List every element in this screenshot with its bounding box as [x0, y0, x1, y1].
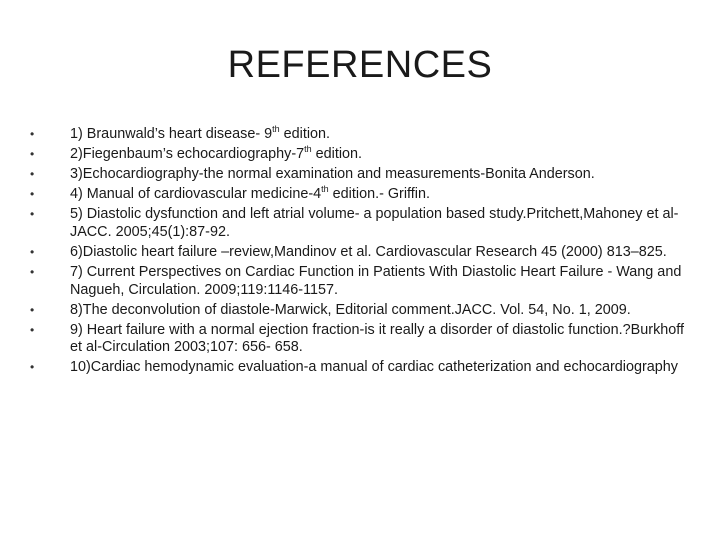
reference-item: [30, 359, 690, 377]
reference-item: [30, 186, 690, 204]
bullet-icon: •: [30, 322, 35, 337]
bullet-icon: •: [30, 244, 35, 259]
reference-item: [30, 166, 690, 184]
reference-text: 5) Diastolic dysfunction and left atrial volume- a population based study.Pritchett,Mahoney et al- JACC. 2005;45(1):87-92.: [70, 206, 679, 240]
bullet-icon: •: [30, 360, 35, 375]
reference-text: 2)Fiegenbaum’s echocardiography-7th edition.: [70, 144, 363, 163]
reference-text: 4) Manual of cardiovascular medicine-4th edition.- Griffin.: [70, 184, 430, 203]
bullet-icon: •: [30, 207, 35, 222]
reference-text: 3)Echocardiography-the normal examination and measurements-Bonita Anderson.: [70, 166, 595, 183]
reference-item: [30, 126, 690, 144]
bullet-icon: •: [30, 187, 35, 202]
reference-text: 8)The deconvolution of diastole-Marwick, Editorial comment.JACC. Vol. 54, No. 1, 2009.: [70, 301, 631, 318]
reference-item: [30, 322, 690, 357]
reference-text: 6)Diastolic heart failure –review,Mandinov et al. Cardiovascular Research 45 (2000) 813–825.: [70, 243, 667, 260]
reference-item: [30, 264, 690, 299]
reference-item: [30, 206, 690, 241]
slide-title: REFERENCES: [227, 44, 493, 86]
reference-list: [30, 126, 690, 379]
bullet-icon: •: [30, 265, 35, 280]
bullet-icon: •: [30, 167, 35, 182]
reference-text: 9) Heart failure with a normal ejection fraction-is it really a disorder of diastolic function.?Burkhoff et al-Circulation 2003;107: 656- 658.: [70, 321, 685, 356]
reference-text: 1) Braunwald’s heart disease- 9th edition.: [70, 124, 331, 142]
reference-item: [30, 302, 690, 320]
reference-text: 10)Cardiac hemodynamic evaluation-a manual of cardiac catheterization and echocardiography: [70, 359, 678, 376]
bullet-icon: •: [30, 302, 35, 317]
bullet-icon: •: [30, 147, 35, 162]
reference-text: 7) Current Perspectives on Cardiac Function in Patients With Diastolic Heart Failure - Wang and Nagueh, Circulation. 2009;119:1146-1157.: [70, 264, 682, 298]
reference-item: [30, 244, 690, 262]
bullet-icon: •: [30, 127, 35, 141]
reference-item: [30, 146, 690, 164]
